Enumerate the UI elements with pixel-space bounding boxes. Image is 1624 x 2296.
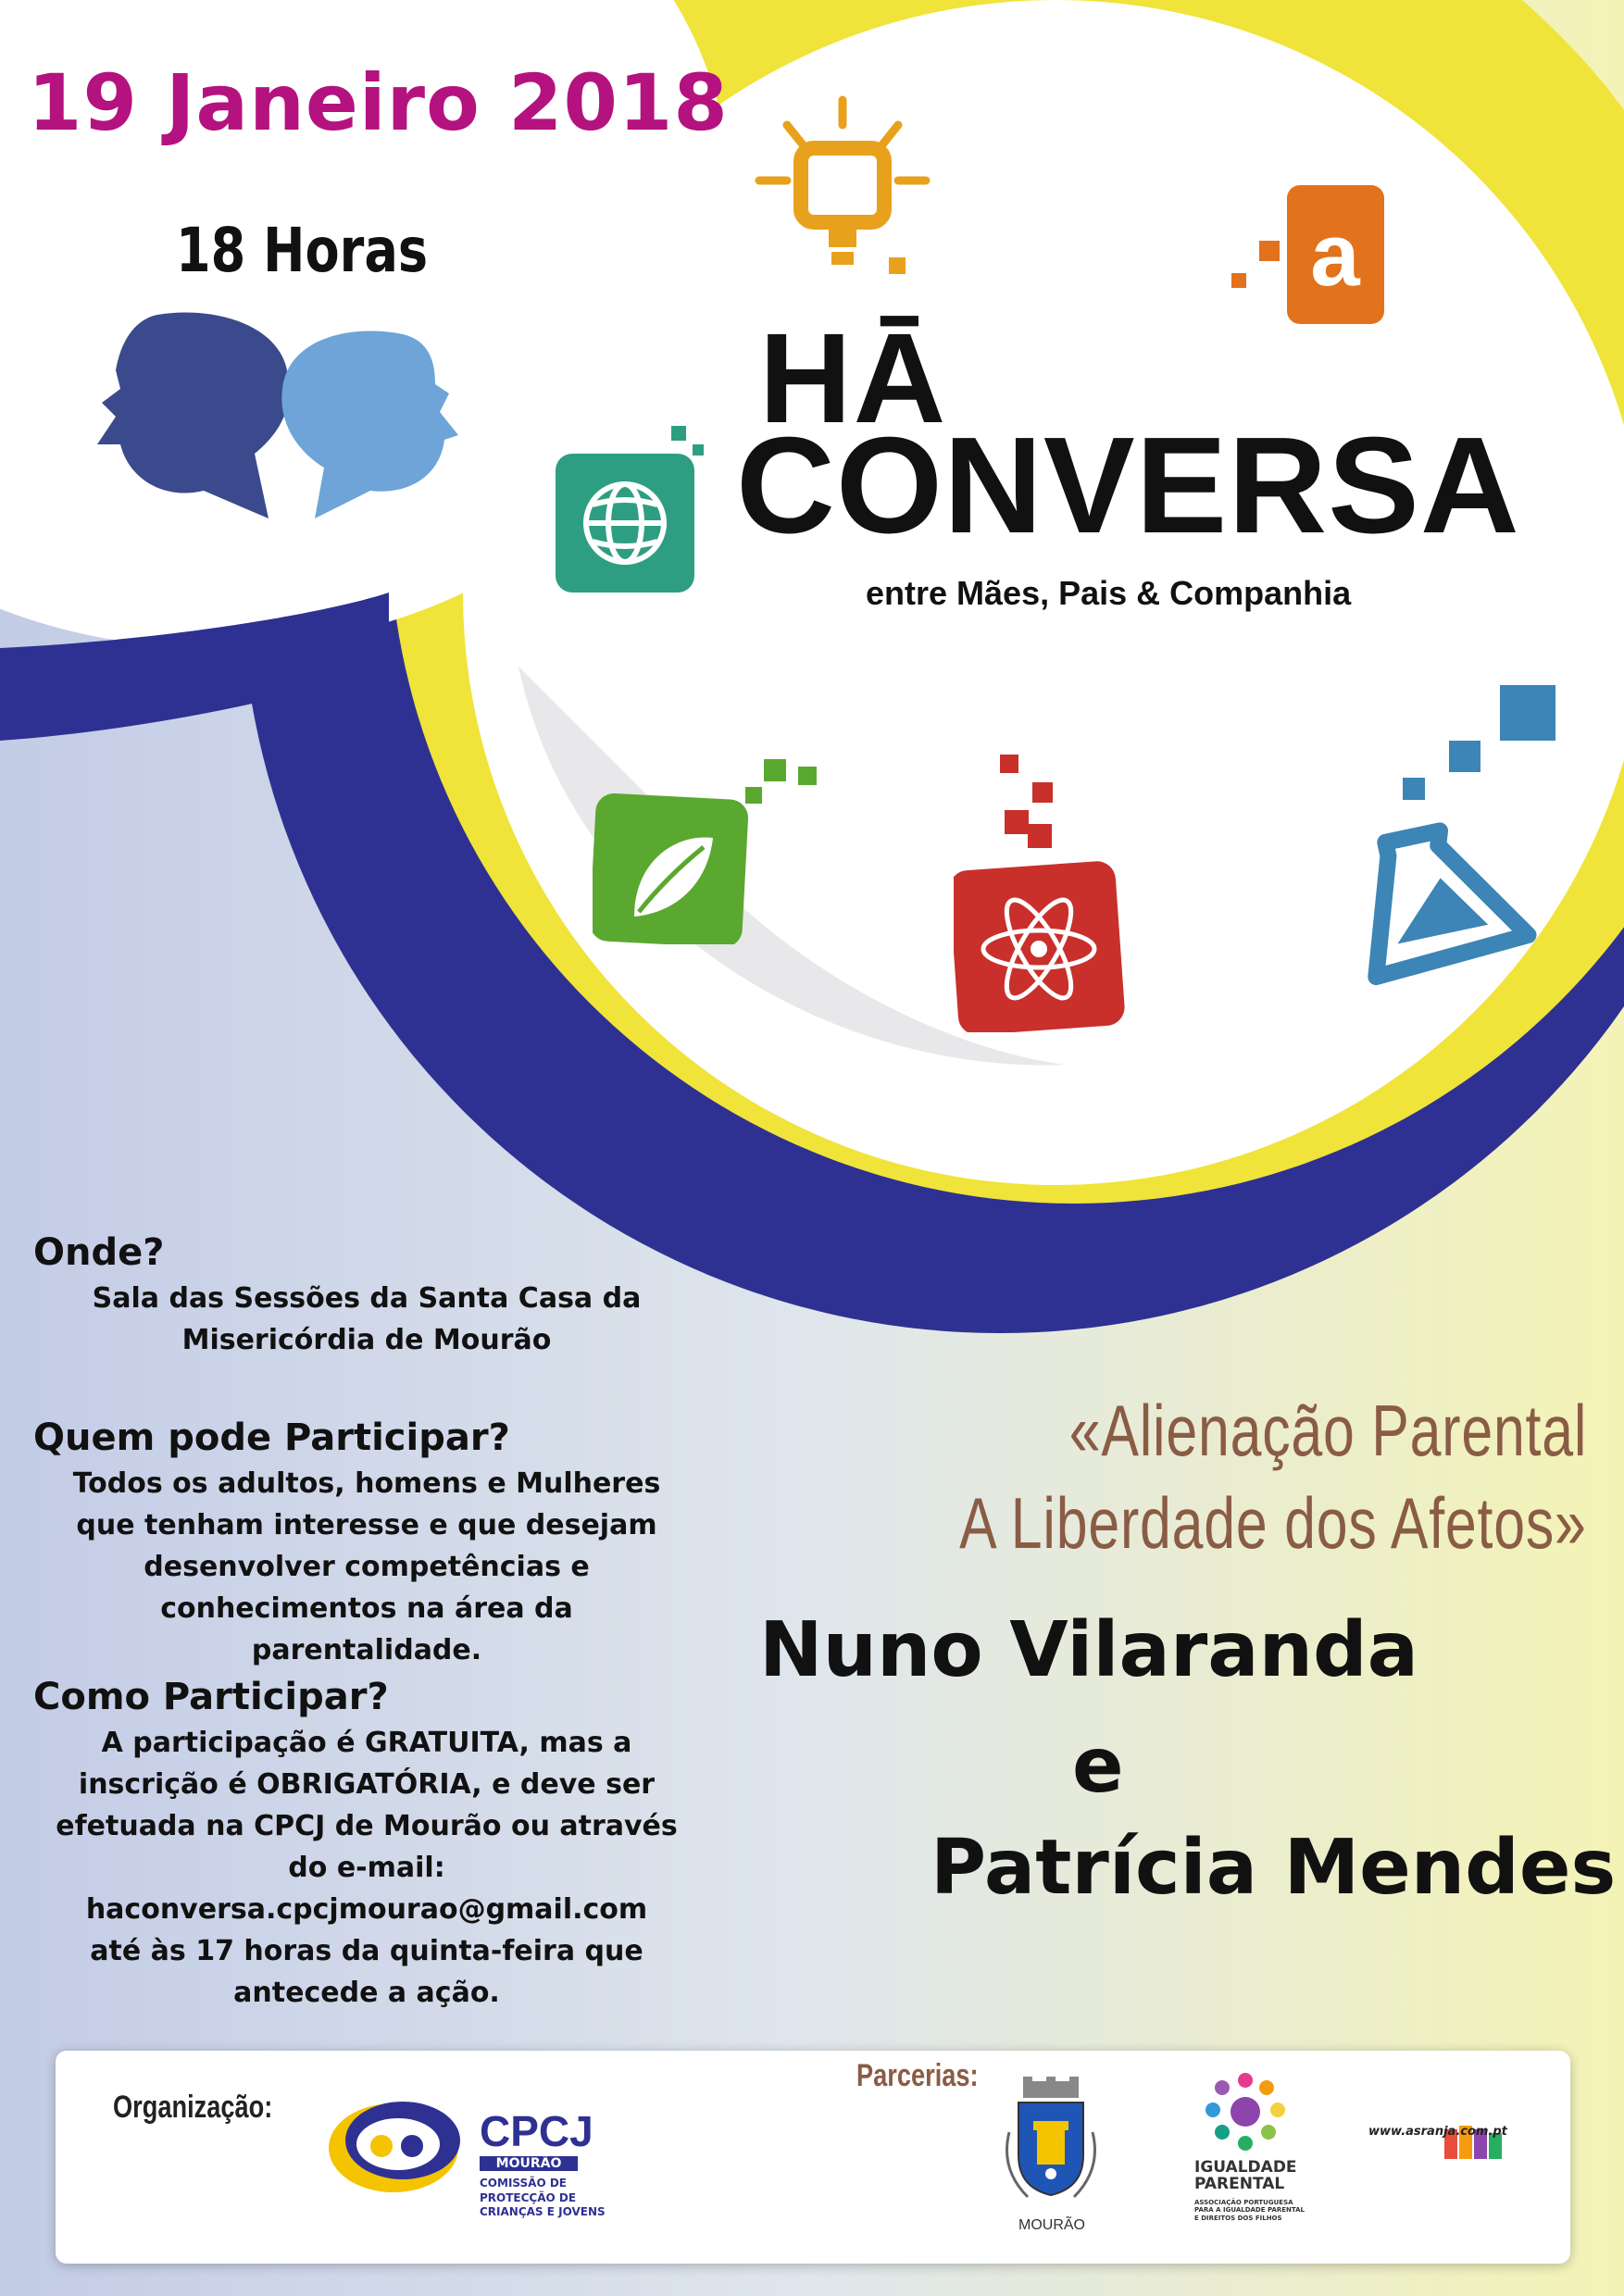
how-text-1: A participação é GRATUITA, mas a inscrição é OBRIGATÓRIA, e deve ser efetuada na CPCJ de Mourão ou através do e-mail: bbox=[56, 1727, 678, 1884]
where-heading: Onde? bbox=[33, 1231, 165, 1274]
event-time: 18 Horas bbox=[176, 215, 429, 286]
cpcj-sub: MOURÃO bbox=[480, 2156, 578, 2171]
event-title-line2: CONVERSA bbox=[736, 409, 1520, 562]
organization-label: Organização: bbox=[113, 2090, 273, 2125]
atom-icon bbox=[954, 755, 1125, 1032]
event-title-line1: HĀ bbox=[759, 307, 948, 450]
who-heading: Quem pode Participar? bbox=[33, 1416, 510, 1459]
speaking-heads-icon bbox=[93, 306, 463, 528]
speaker-joiner: e bbox=[1072, 1722, 1124, 1810]
igualdade-name: IGUALDADE PARENTAL bbox=[1194, 2158, 1297, 2193]
where-text: Sala das Sessões da Santa Casa da Misericórdia de Mourão bbox=[92, 1282, 642, 1356]
igualdade-parental-icon bbox=[1204, 2071, 1287, 2154]
globe-icon bbox=[556, 426, 718, 593]
svg-text:a: a bbox=[1310, 206, 1360, 305]
speaker-1: Nuno Vilaranda bbox=[759, 1606, 1419, 1694]
asranja-url[interactable]: www.asranja.com.pt bbox=[1368, 2125, 1507, 2139]
cpcj-logo bbox=[324, 2092, 463, 2203]
info-how bbox=[33, 1676, 700, 2014]
who-text: Todos os adultos, homens e Mulheres que tenham interesse e que desejam desenvolver competências e conhecimentos na área da parentalidade. bbox=[72, 1467, 661, 1666]
lightbulb-icon bbox=[750, 93, 935, 278]
theme-line1: «Alienação Parental bbox=[1068, 1390, 1587, 1471]
cpcj-desc: COMISSÃO DE PROTECÇÃO DE CRIANÇAS E JOVENS bbox=[480, 2177, 606, 2219]
mourao-crest-icon bbox=[1000, 2077, 1102, 2215]
footer-panel bbox=[56, 2051, 1570, 2264]
leaf-icon bbox=[593, 759, 833, 944]
mourao-label: MOURÃO bbox=[1018, 2217, 1085, 2233]
info-where bbox=[33, 1231, 700, 1361]
how-heading: Como Participar? bbox=[33, 1676, 389, 1718]
letter-a-icon bbox=[1222, 185, 1389, 324]
speaker-2: Patrícia Mendes bbox=[931, 1824, 1617, 1912]
cpcj-name: CPCJ bbox=[480, 2107, 593, 2155]
how-email[interactable]: haconversa.cpcjmourao@gmail.com bbox=[85, 1893, 648, 1926]
theme-line2: A Liberdade dos Afetos» bbox=[959, 1482, 1587, 1564]
flask-icon bbox=[1343, 685, 1574, 991]
partners-label: Parcerias: bbox=[856, 2058, 979, 2093]
event-subtitle: entre Mães, Pais & Companhia bbox=[866, 574, 1352, 612]
igualdade-desc: ASSOCIAÇÃO PORTUGUESA PARA A IGUALDADE PARENTAL E DIREITOS DOS FILHOS bbox=[1194, 2199, 1305, 2222]
event-date: 19 Janeiro 2018 bbox=[28, 57, 729, 148]
info-who bbox=[33, 1416, 700, 1671]
how-text-2: até às 17 horas da quinta-feira que antecede a ação. bbox=[90, 1935, 643, 2009]
